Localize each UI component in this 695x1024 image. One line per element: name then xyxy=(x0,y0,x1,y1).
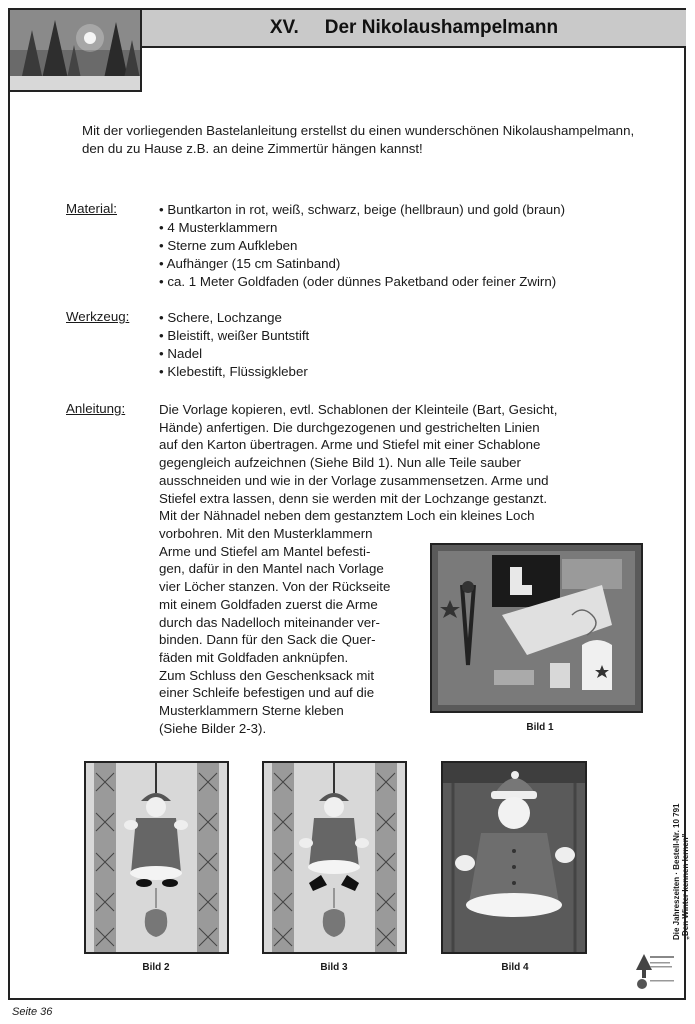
text-line: binden. Dann für den Sack die Quer- xyxy=(159,632,376,648)
bild-2-photo xyxy=(84,761,229,954)
text-line: Arme und Stiefel am Mantel befesti- xyxy=(159,543,371,559)
material-list xyxy=(159,201,565,291)
werkzeug-label: Werkzeug: xyxy=(66,309,130,324)
list-item: • Klebestift, Flüssigkleber xyxy=(159,363,309,381)
anleitung-label: Anleitung: xyxy=(66,401,126,416)
page-title xyxy=(142,10,686,48)
text-line: (Siehe Bilder 2-3). xyxy=(159,720,267,736)
text-line: vier Löcher stanzen. Von der Rückseite xyxy=(159,579,391,595)
bild-2-caption: Bild 2 xyxy=(142,962,170,973)
text-line: Zum Schluss den Geschenksack mit xyxy=(159,667,375,683)
text-line: ausschneiden und wie in der Vorlage zusammensetzen. Arme und xyxy=(159,472,549,488)
bild-3-caption: Bild 3 xyxy=(320,962,348,973)
anleitung-text-full xyxy=(159,401,629,525)
text-line: gegengleich aufzeichnen (Siehe Bild 1). Nun alle Teile sauber xyxy=(159,455,521,471)
material-label: Material: xyxy=(66,201,117,216)
bild-1-caption: Bild 1 xyxy=(526,722,554,733)
bild-3-photo xyxy=(262,761,407,954)
publisher-logo xyxy=(636,950,676,992)
text-line: Musterklammern Sterne kleben xyxy=(159,703,344,719)
text-line: Hände) anfertigen. Die durchgezogenen und gestrichelten Linien xyxy=(159,419,540,435)
intro-text: Mit der vorliegenden Bastelanleitung erstellst du einen wunderschönen Nikolaushampelmann, den du zu Hause z.B. an deine Zimmertür hängen kannst! xyxy=(82,123,635,156)
series-title: „Den Winter kennen lernen" xyxy=(681,833,690,940)
text-line: vorbohren. Mit den Musterklammern xyxy=(159,526,373,541)
text-line: fäden mit Goldfaden anknüpfen. xyxy=(159,649,349,665)
bild-1-photo xyxy=(430,543,643,713)
bild-4-photo xyxy=(441,761,587,954)
list-item: • Bleistift, weißer Buntstift xyxy=(159,327,309,345)
list-item: • Aufhänger (15 cm Satinband) xyxy=(159,255,565,273)
list-item: • Buntkarton in rot, weiß, schwarz, beige (hellbraun) und gold (braun) xyxy=(159,201,565,219)
text-line: auf den Karton übertragen. Arme und Stiefel mit einer Schablone xyxy=(159,437,541,453)
list-item: • ca. 1 Meter Goldfaden (oder dünnes Paketband oder feiner Zwirn) xyxy=(159,273,565,291)
list-item: • Sterne zum Aufkleben xyxy=(159,237,565,255)
text-line: Mit der Nähnadel neben dem gestanztem Loch ein kleines Loch xyxy=(159,508,535,524)
list-item: • Nadel xyxy=(159,345,309,363)
text-line: durch das Nadelloch miteinander ver- xyxy=(159,614,380,630)
page-number: Seite 36 xyxy=(12,1006,53,1018)
text-line: einer Schleife befestigen und auf die xyxy=(159,685,375,701)
chapter-title: Der Nikolaushampelmann xyxy=(324,17,559,38)
anleitung-text-narrow xyxy=(159,525,424,737)
text-line: Stiefel extra lassen, denn sie werden mit der Lochzange gestanzt. xyxy=(159,490,548,506)
werkzeug-list xyxy=(159,309,309,381)
series-info: Die Jahreszeiten · Bestell-Nr. 10 791 xyxy=(672,803,681,940)
list-item: • 4 Musterklammern xyxy=(159,219,565,237)
text-line: gen, dafür in den Mantel nach Vorlage xyxy=(159,561,384,577)
text-line: mit einem Goldfaden zuerst die Arme xyxy=(159,596,378,612)
chapter-number: XV. xyxy=(269,17,299,38)
bild-4-caption: Bild 4 xyxy=(501,962,529,973)
winter-forest-photo xyxy=(10,10,142,92)
text-line: Die Vorlage kopieren, evtl. Schablonen der Kleinteile (Bart, Gesicht, xyxy=(159,402,558,417)
list-item: • Schere, Lochzange xyxy=(159,309,309,327)
